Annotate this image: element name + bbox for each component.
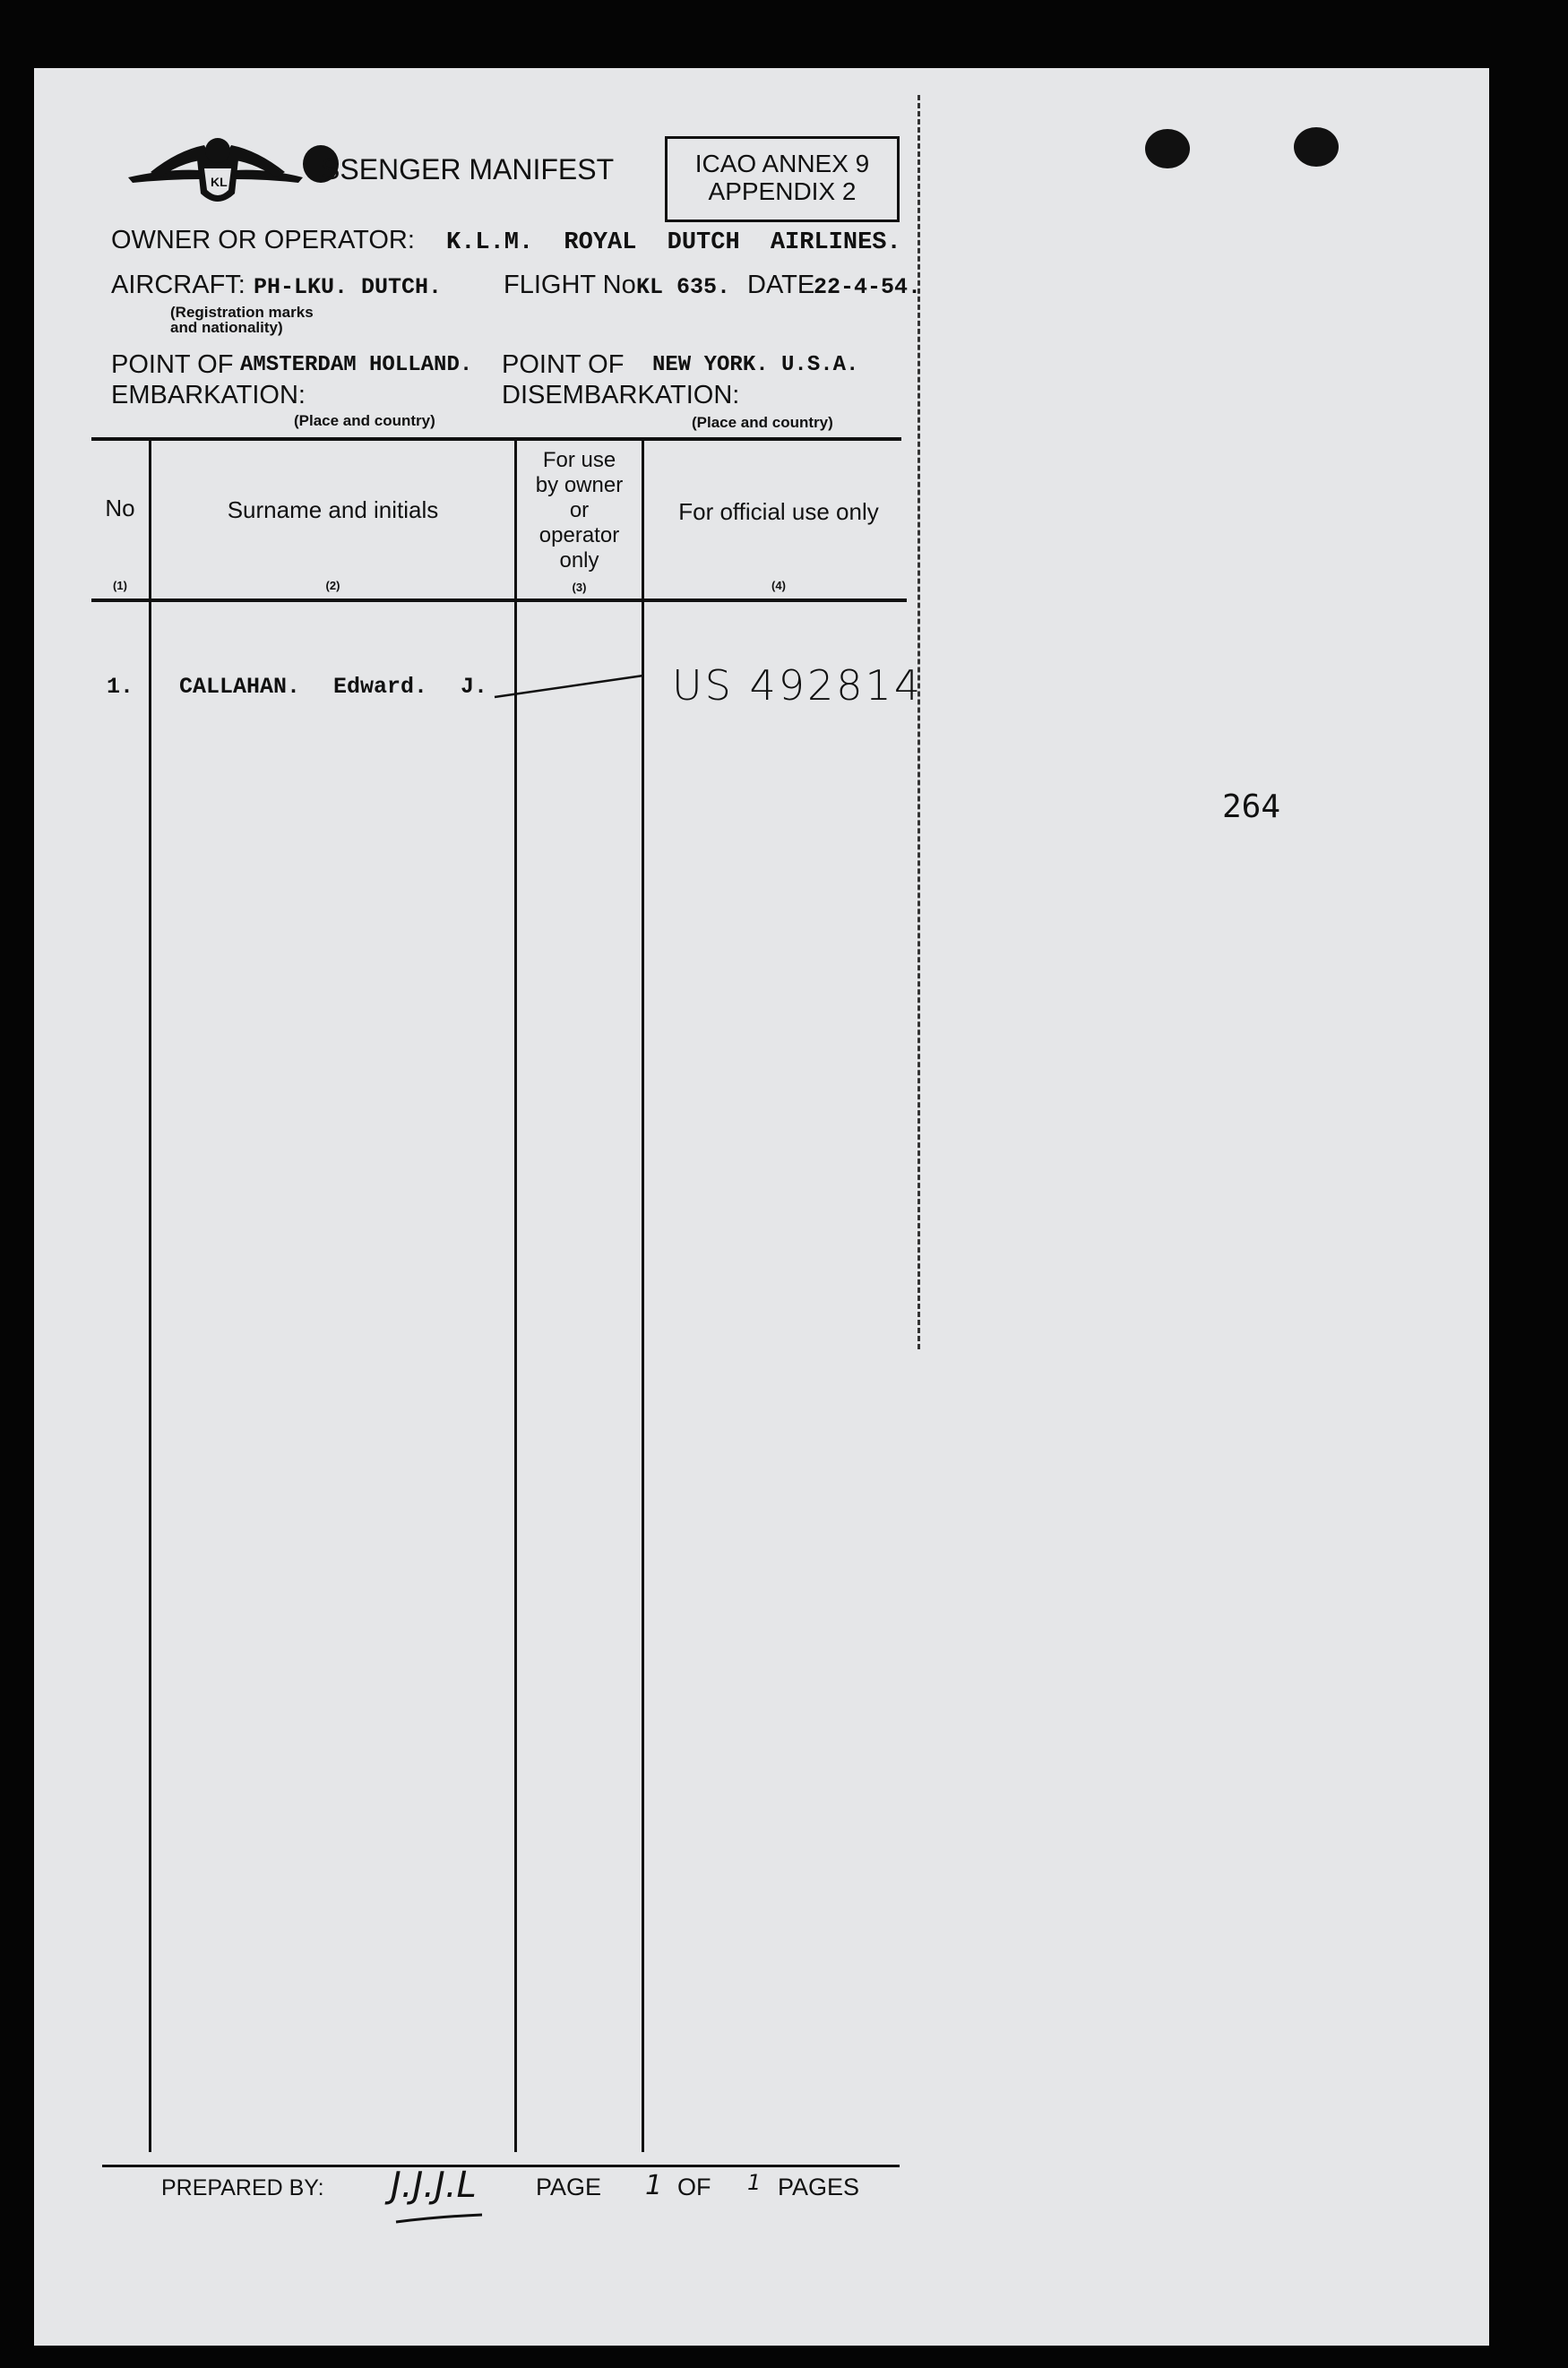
signature-underline [392,2211,500,2229]
col-operator-header [517,448,642,573]
flight-value: KL 635. [636,274,731,300]
annex-line2: APPENDIX 2 [708,177,857,205]
aircraft-note-line1: (Registration marks [170,304,314,321]
col-surname-header: Surname and initials [227,496,439,523]
flight-label: FLIGHT No. [504,271,643,299]
prepared-by-signature: J.J.J.L [391,2165,477,2206]
row-1-name: CALLAHAN. Edward. J. [179,674,488,700]
manifest-sheet [34,68,1489,2346]
col-no-num: (1) [113,579,127,592]
col-surname-num: (2) [325,579,340,592]
embarkation-value: AMSTERDAM HOLLAND. [240,353,473,377]
annex-line1: ICAO ANNEX 9 [694,150,870,177]
disembarkation-label-line1: POINT OF [502,350,625,379]
col-operator-num: (3) [572,581,587,594]
row-1-no: 1. [106,674,134,700]
col-operator-header-line2: by owner [535,473,624,497]
page-stamp: 264 [1222,788,1281,825]
page-number: 1 [645,2170,663,2201]
header-bottom-rule [91,598,907,602]
row-1-official: US 492814 [672,661,924,710]
owner-value: K.L.M. ROYAL DUTCH AIRLINES. [446,229,901,256]
embarkation-label-line1: POINT OF [111,350,234,379]
form-title: SSENGER MANIFEST [321,153,615,185]
aircraft-note [170,305,314,335]
date-value: 22-4-54. [814,274,922,300]
aircraft-value: PH-LKU. DUTCH. [254,274,443,300]
klm-logo-icon [124,133,312,213]
col-operator-header-line3: or [569,498,590,522]
aircraft-label: AIRCRAFT: [111,271,246,299]
page-label: PAGE [536,2174,602,2200]
punch-hole-left [1145,129,1190,168]
disembarkation-label-line2: DISEMBARKATION: [502,381,740,409]
icao-annex-box [665,136,900,222]
prepared-by-label: PREPARED BY: [161,2175,324,2200]
col-operator-header-line5: only [559,548,599,573]
col-no-header: No [105,495,135,521]
embarkation-label-line2: EMBARKATION: [111,381,306,409]
embarkation-note: (Place and country) [294,412,435,429]
col-operator-header-line4: operator [538,523,620,547]
aircraft-note-line2: and nationality) [170,319,283,336]
table-top-rule [91,437,901,441]
disembarkation-value: NEW YORK. U.S.A. [652,353,859,377]
col-divider-1 [149,439,151,2152]
total-pages: 1 [747,2170,762,2195]
owner-label: OWNER OR OPERATOR: [111,226,415,254]
disembarkation-note: (Place and country) [692,414,833,431]
col-official-header: For official use only [678,498,879,525]
svg-text:KL: KL [211,175,228,189]
row-1-operator-mark [491,668,652,704]
of-label: OF [677,2174,711,2200]
col-operator-header-line1: For use [542,448,616,472]
punch-hole-right [1294,127,1339,167]
col-official-num: (4) [771,579,786,592]
table-bottom-rule [102,2165,900,2167]
date-label: DATE [747,271,815,299]
pages-label: PAGES [778,2174,860,2200]
